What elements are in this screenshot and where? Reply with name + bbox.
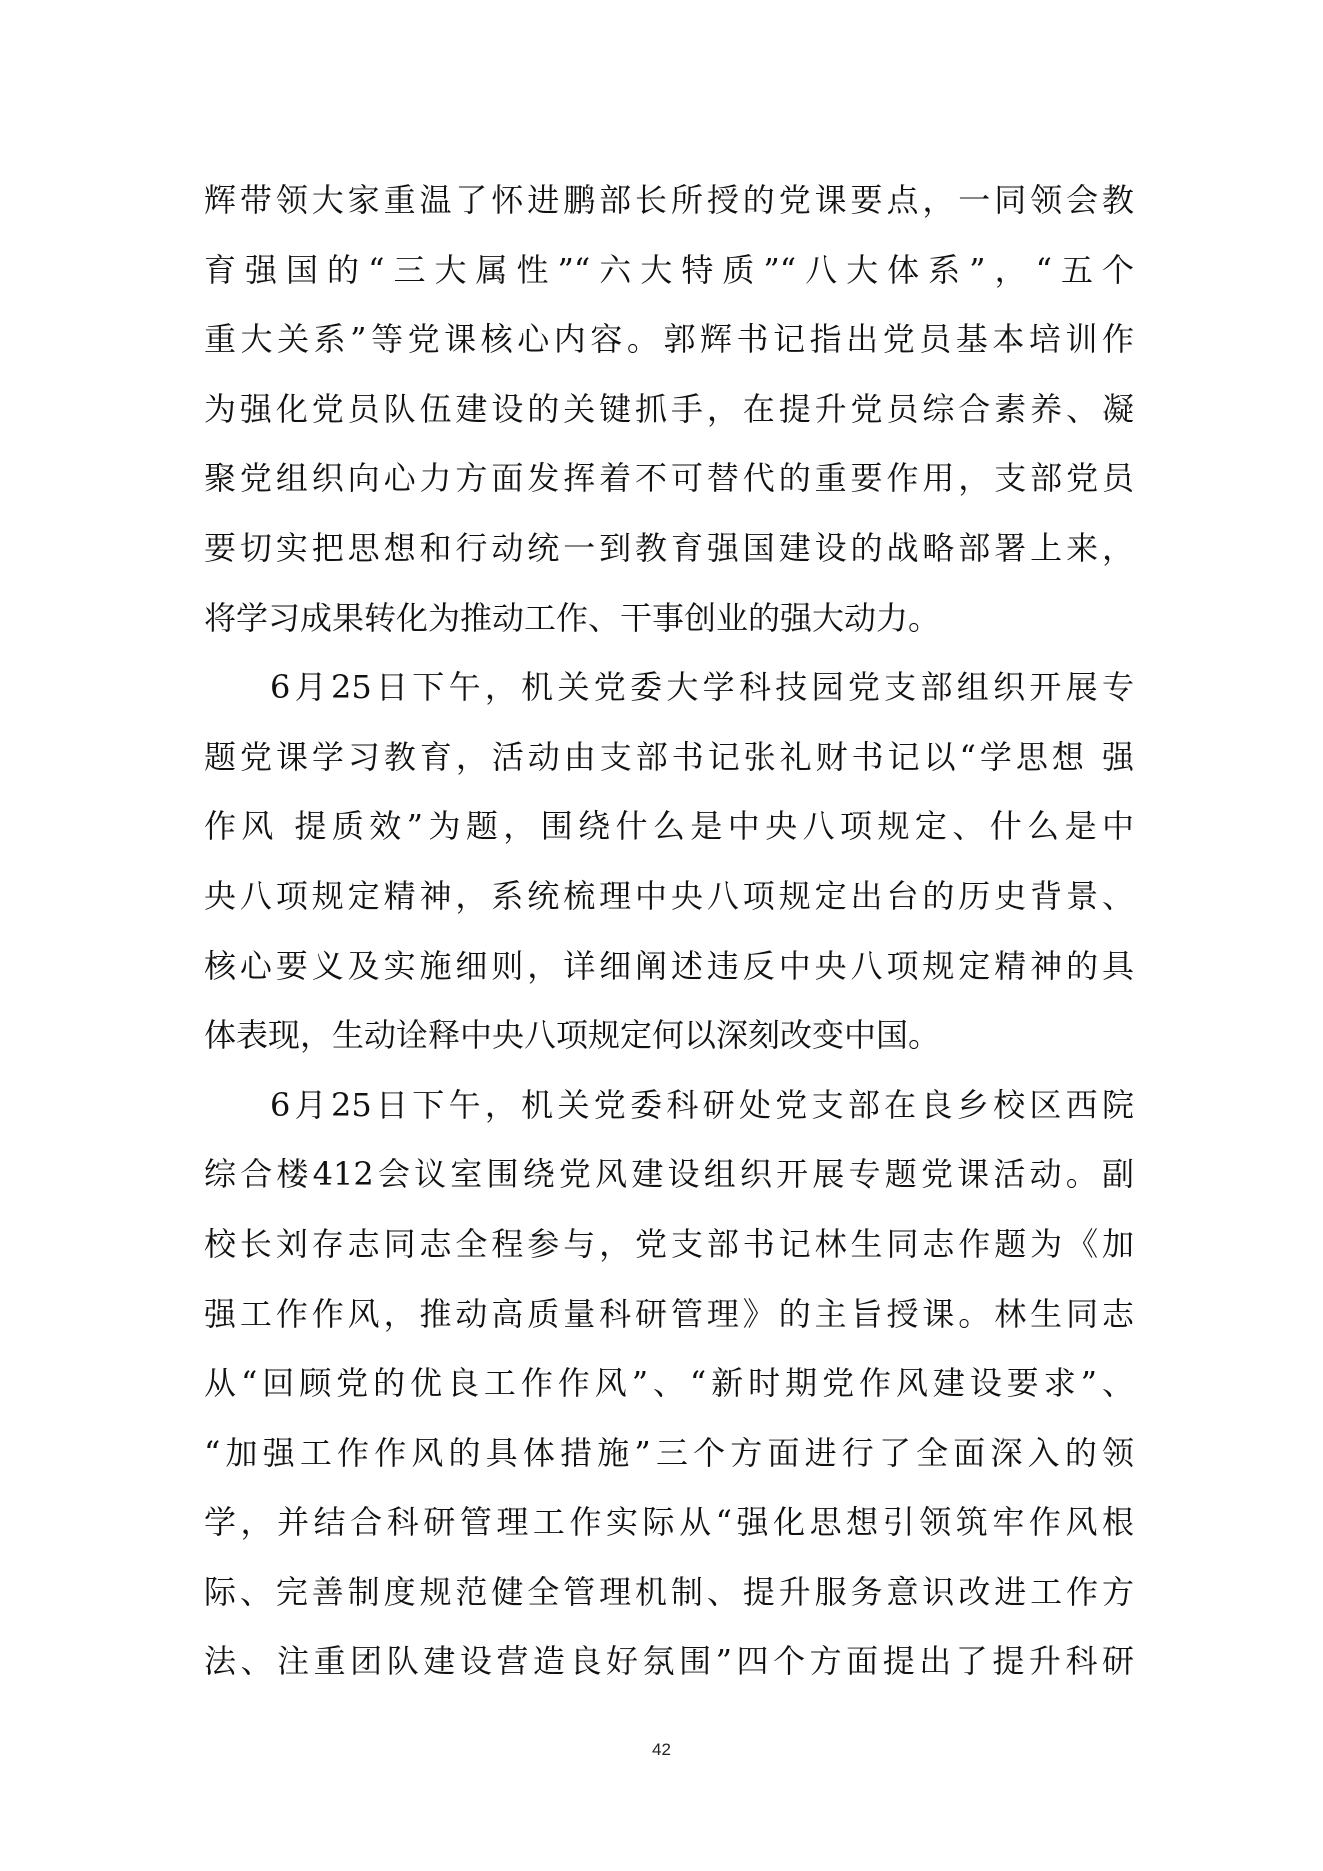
paragraph-1 <box>204 166 1134 653</box>
text-line: 6月25日下午，机关党委科研处党支部在良乡校区西院 <box>270 1085 1134 1124</box>
text-line: 校长刘存志同志全程参与，党支部书记林生同志作题为《加 <box>204 1224 1134 1263</box>
page-number: 42 <box>652 1740 671 1759</box>
text-line: “加强工作作风的具体措施”三个方面进行了全面深入的领 <box>204 1433 1134 1472</box>
text-line: 聚党组织向心力方面发挥着不可替代的重要作用，支部党员 <box>204 459 1134 498</box>
text-line: 核心要义及实施细则，详细阐述违反中央八项规定精神的具 <box>204 946 1134 985</box>
text-line: 作风 提质效”为题，围绕什么是中央八项规定、什么是中 <box>204 807 1134 846</box>
text-line: 强工作作风，推动高质量科研管理》的主旨授课。林生同志 <box>204 1294 1134 1333</box>
paragraph-3 <box>204 1071 1134 1697</box>
text-line: 6月25日下午，机关党委大学科技园党支部组织开展专 <box>270 668 1134 707</box>
text-line: 学，并结合科研管理工作实际从“强化思想引领筑牢作风根 <box>204 1503 1134 1542</box>
body-text <box>204 166 1134 1697</box>
paragraph-2 <box>204 653 1134 1071</box>
text-line: 际、完善制度规范健全管理机制、提升服务意识改进工作方 <box>204 1572 1134 1611</box>
text-line: 题党课学习教育，活动由支部书记张礼财书记以“学思想 强 <box>204 737 1134 776</box>
text-line: 重大关系”等党课核心内容。郭辉书记指出党员基本培训作 <box>204 320 1134 359</box>
text-line: 央八项规定精神，系统梳理中央八项规定出台的历史背景、 <box>204 876 1134 915</box>
text-line: 育强国的“三大属性”“六大特质”“八大体系”，“五个 <box>204 250 1134 289</box>
text-line: 要切实把思想和行动统一到教育强国建设的战略部署上来， <box>204 528 1134 567</box>
text-line: 从“回顾党的优良工作作风”、“新时期党作风建设要求”、 <box>204 1364 1134 1403</box>
text-line: 将学习成果转化为推动工作、干事创业的强大动力。 <box>204 598 941 637</box>
text-line: 法、注重团队建设营造良好氛围”四个方面提出了提升科研 <box>204 1642 1134 1681</box>
text-line: 为强化党员队伍建设的关键抓手，在提升党员综合素养、凝 <box>204 389 1134 428</box>
text-line: 辉带领大家重温了怀进鹏部长所授的党课要点，一同领会教 <box>204 181 1134 219</box>
text-line: 综合楼412会议室围绕党风建设组织开展专题党课活动。副 <box>204 1155 1134 1194</box>
text-line: 体表现，生动诠释中央八项规定何以深刻改变中国。 <box>204 1016 941 1055</box>
